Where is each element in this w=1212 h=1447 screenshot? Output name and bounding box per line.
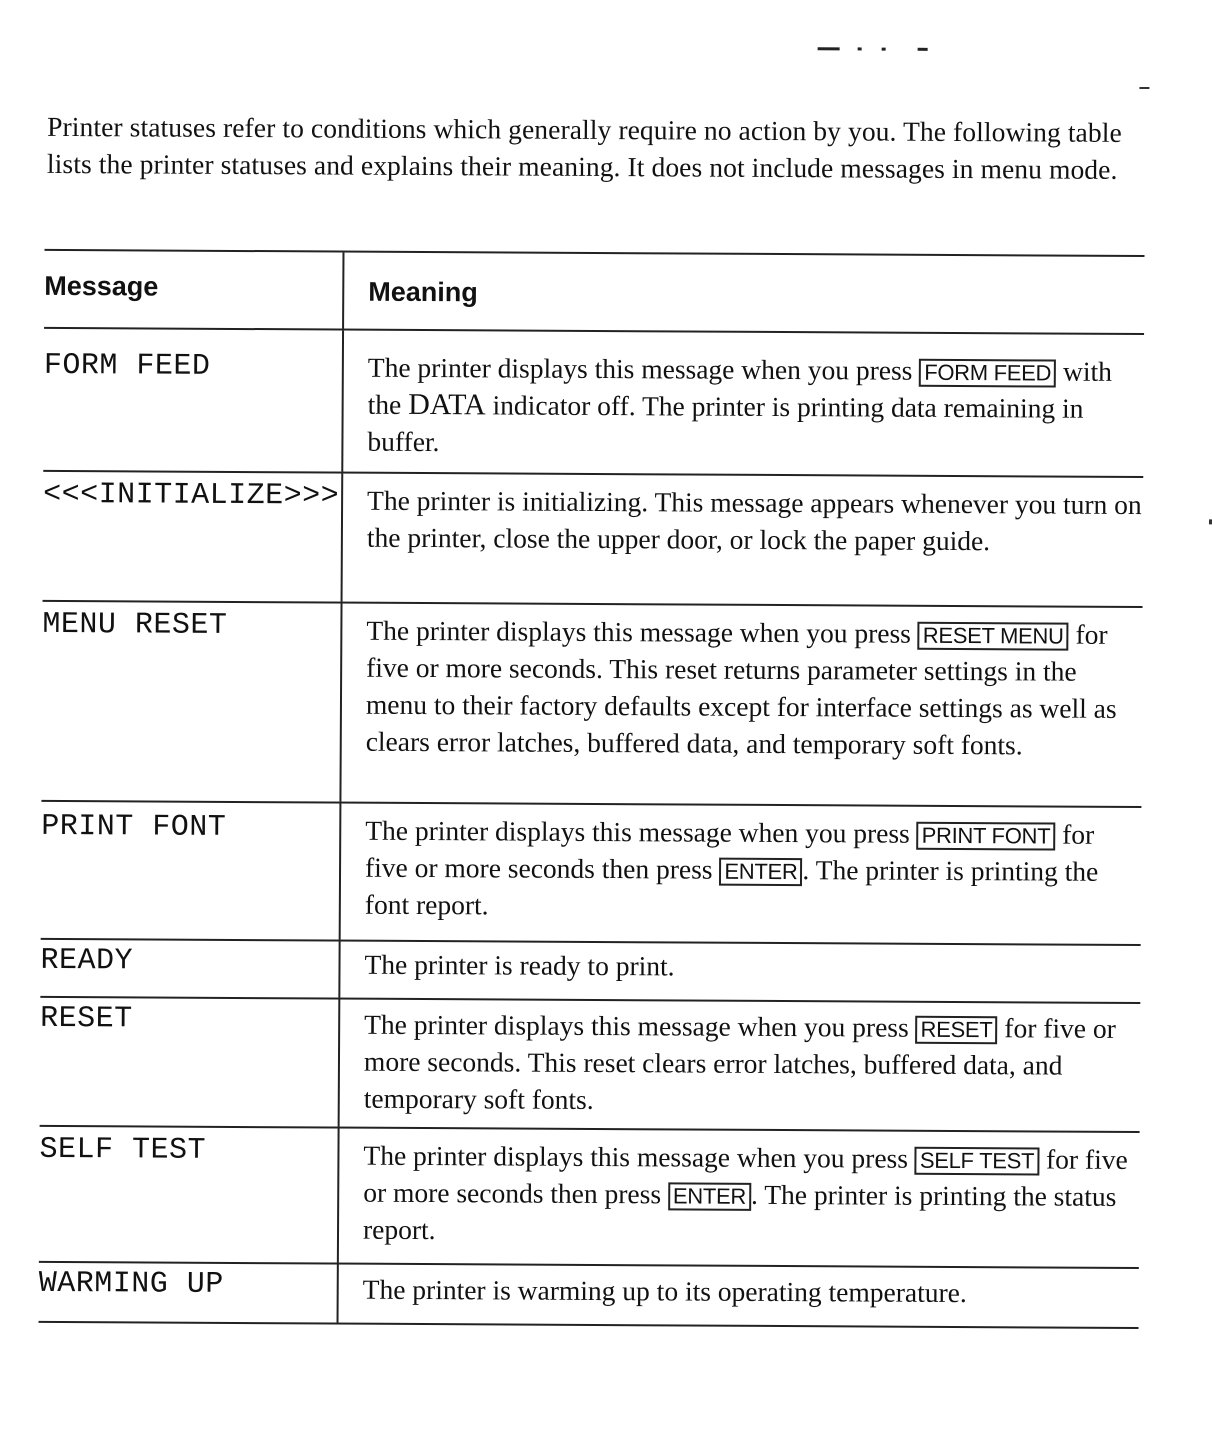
data-indicator-label: DATA xyxy=(408,387,486,422)
printer-status-table xyxy=(39,249,1145,1329)
reset-key: RESET xyxy=(916,1016,998,1044)
self-test-key: SELF TEST xyxy=(915,1147,1039,1176)
status-message: MENU RESET xyxy=(42,607,228,643)
header-cell-meaning xyxy=(342,253,1144,333)
header-cell-message xyxy=(44,251,342,329)
table-row xyxy=(43,470,1144,606)
status-meaning: The printer is ready to print. xyxy=(364,948,675,982)
status-meaning: The printer displays this message when you press RESET for five or more seconds. This reset clears error latches, buffered data, and temporary soft fonts. xyxy=(363,1008,1116,1115)
status-meaning: The printer displays this message when you press FORM FEED with the DATA indicator off. The printer is printing data remaining in buffer. xyxy=(367,351,1112,458)
status-message: RESET xyxy=(40,1001,133,1037)
table-row xyxy=(41,800,1142,944)
table-row xyxy=(41,600,1142,806)
status-message: <<<INITIALIZE>>> xyxy=(43,477,340,514)
column-header-message: Message xyxy=(44,270,159,302)
column-header-meaning: Meaning xyxy=(368,276,478,308)
status-meaning: The printer displays this message when you press RESET MENU for five or more seconds. This reset returns parameter settings in the menu to their factory defaults except for interface settings as well as clears error latches, buffered data, and temporary soft fonts. xyxy=(365,614,1117,761)
enter-key: ENTER xyxy=(719,858,802,886)
form-feed-key: FORM FEED xyxy=(919,359,1056,388)
table-row xyxy=(40,996,1141,1131)
table-row xyxy=(43,327,1144,476)
table-header-row xyxy=(44,251,1144,333)
reset-menu-key: RESET MENU xyxy=(918,622,1069,651)
status-message: FORM FEED xyxy=(43,348,211,384)
table-row xyxy=(39,1261,1139,1327)
status-meaning: The printer displays this message when you press SELF TEST for five or more seconds then press ENTER . The printer is printing the status report. xyxy=(362,1139,1128,1246)
table-row xyxy=(40,938,1140,1002)
status-message: READY xyxy=(40,943,134,979)
status-meaning: The printer is warming up to its operating temperature. xyxy=(362,1273,967,1309)
enter-key: ENTER xyxy=(668,1182,751,1210)
scan-artifact-right xyxy=(1139,87,1149,89)
status-message: SELF TEST xyxy=(39,1132,207,1168)
intro-paragraph: Printer statuses refer to conditions which generally require no action by you. The following table lists the printer statuses and explains their meaning. It does not include messages in menu mode. xyxy=(46,110,1122,185)
status-message: PRINT FONT xyxy=(41,809,227,845)
table-row xyxy=(39,1125,1140,1267)
status-meaning: The printer is initializing. This message appears whenever you turn on the printer, close the upper door, or lock the paper guide. xyxy=(366,484,1142,557)
print-font-key: PRINT FONT xyxy=(917,822,1056,851)
status-message: WARMING UP xyxy=(38,1266,224,1302)
scan-artifact-top xyxy=(818,47,928,52)
status-meaning: The printer displays this message when you press PRINT FONT for five or more seconds then press ENTER . The printer is printing the font report. xyxy=(364,814,1099,921)
